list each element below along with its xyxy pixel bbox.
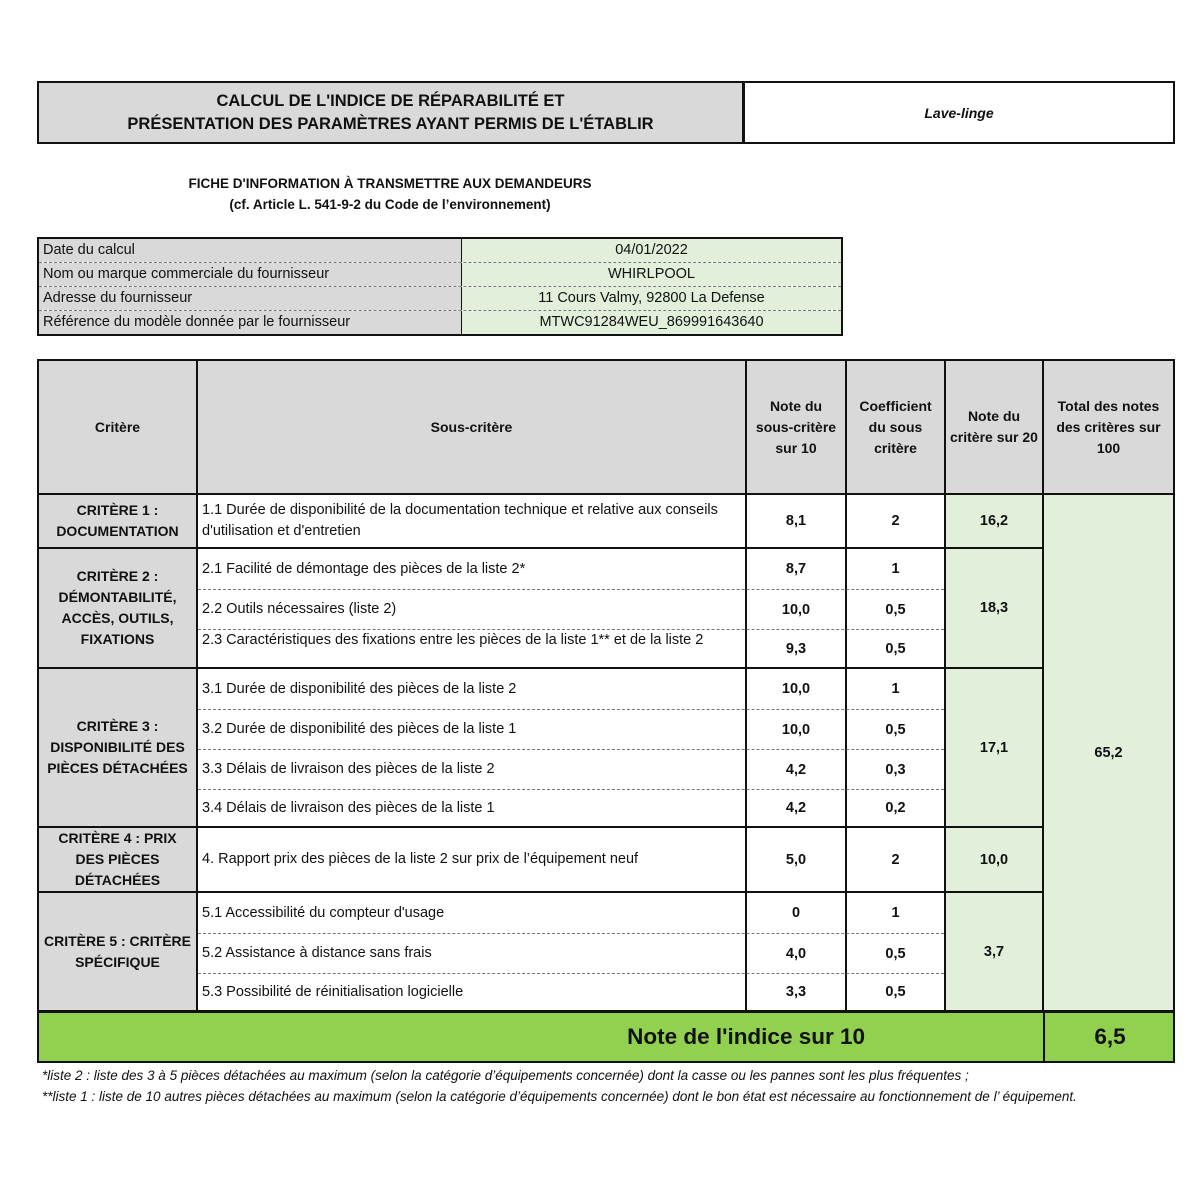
coef-3-4: 0,2 xyxy=(847,790,944,826)
subtitle-line-1: FICHE D'INFORMATION À TRANSMETTRE AUX DEMANDEURS xyxy=(188,176,592,191)
sous-critere-4: 4. Rapport prix des pièces de la liste 2 sur prix de l’équipement neuf xyxy=(198,828,745,891)
info-row xyxy=(39,311,841,334)
sous-critere-3-4: 3.4 Délais de livraison des pièces de la liste 1 xyxy=(198,790,745,826)
info-label: Adresse du fournisseur xyxy=(39,287,462,310)
subtitle xyxy=(100,173,680,215)
row-separator xyxy=(198,789,944,790)
sous-critere-5-1: 5.1 Accessibilité du compteur d'usage xyxy=(198,893,745,933)
info-row xyxy=(39,239,841,263)
coef-2-2: 0,5 xyxy=(847,590,944,629)
note-critere-1: 16,2 xyxy=(946,495,1042,547)
coef-2-1: 1 xyxy=(847,549,944,589)
coef-3-2: 0,5 xyxy=(847,710,944,749)
note-3-4: 4,2 xyxy=(747,790,845,826)
note-2-3: 9,3 xyxy=(747,630,845,667)
final-score-row xyxy=(37,1011,1175,1063)
header-critere: Critère xyxy=(39,361,196,493)
coef-3-3: 0,3 xyxy=(847,750,944,789)
note-critere-4: 10,0 xyxy=(946,828,1042,891)
footnote-liste-1: **liste 1 : liste de 10 autres pièces détachées au maximum (selon la catégorie d’équipements concernée) dont le bon état est nécessaire au fonctionnement de l’ équipement. xyxy=(42,1088,1077,1104)
coef-5-1: 1 xyxy=(847,893,944,933)
repairability-table xyxy=(37,359,1175,1012)
critere-1: CRITÈRE 1 : DOCUMENTATION xyxy=(39,495,196,547)
sous-critere-2-3: 2.3 Caractéristiques des fixations entre les pièces de la liste 1** et de la liste 2 xyxy=(198,630,745,667)
sous-critere-2-2: 2.2 Outils nécessaires (liste 2) xyxy=(198,590,745,629)
sous-critere-3-1: 3.1 Durée de disponibilité des pièces de la liste 2 xyxy=(198,669,745,709)
note-4: 5,0 xyxy=(747,828,845,891)
sous-critere-5-2: 5.2 Assistance à distance sans frais xyxy=(198,934,745,973)
critere-4: CRITÈRE 4 : PRIX DES PIÈCES DÉTACHÉES xyxy=(39,828,196,891)
grid-line xyxy=(39,493,1173,495)
grid-line xyxy=(845,361,847,1010)
header-sous-critere: Sous-critère xyxy=(198,361,745,493)
header-note-sous-critere: Note du sous-critère sur 10 xyxy=(747,361,845,493)
info-row xyxy=(39,263,841,287)
grid-line xyxy=(196,361,198,1010)
row-separator xyxy=(198,973,944,974)
header-total: Total des notes des critères sur 100 xyxy=(1044,361,1173,493)
grid-line xyxy=(39,547,1042,549)
note-critere-3: 17,1 xyxy=(946,669,1042,826)
note-5-3: 3,3 xyxy=(747,974,845,1010)
sous-critere-3-3: 3.3 Délais de livraison des pièces de la liste 2 xyxy=(198,750,745,789)
coef-2-3: 0,5 xyxy=(847,630,944,667)
footnotes xyxy=(42,1066,1172,1107)
product-type: Lave-linge xyxy=(743,81,1175,144)
row-separator xyxy=(198,749,944,750)
note-critere-2: 18,3 xyxy=(946,549,1042,667)
final-score-value: 6,5 xyxy=(1043,1013,1175,1061)
grid-line xyxy=(1042,361,1044,1010)
sous-critere-5-3: 5.3 Possibilité de réinitialisation logicielle xyxy=(198,974,745,1010)
coef-5-3: 0,5 xyxy=(847,974,944,1010)
grid-line xyxy=(39,667,1042,669)
note-3-2: 10,0 xyxy=(747,710,845,749)
critere-5: CRITÈRE 5 : CRITÈRE SPÉCIFIQUE xyxy=(39,893,196,1010)
info-label: Référence du modèle donnée par le fournisseur xyxy=(39,311,462,334)
sous-critere-2-1: 2.1 Facilité de démontage des pièces de la liste 2* xyxy=(198,549,745,589)
row-separator xyxy=(198,629,944,630)
note-1-1: 8,1 xyxy=(747,495,845,547)
header-coefficient: Coefficient du sous critère xyxy=(847,361,944,493)
info-value: 11 Cours Valmy, 92800 La Defense xyxy=(462,287,841,310)
grid-line xyxy=(745,361,747,1010)
coef-4: 2 xyxy=(847,828,944,891)
note-critere-5: 3,7 xyxy=(946,893,1042,1010)
critere-2: CRITÈRE 2 : DÉMONTABILITÉ, ACCÈS, OUTILS, FIXATIONS xyxy=(39,549,196,667)
title-line-1: CALCUL DE L'INDICE DE RÉPARABILITÉ ET xyxy=(216,91,565,110)
footnote-liste-2: *liste 2 : liste des 3 à 5 pièces détachées au maximum (selon la catégorie d’équipements concernée) dont la casse ou les pannes sont les plus fréquentes ; xyxy=(42,1068,969,1083)
grid-line xyxy=(39,891,1042,893)
row-separator xyxy=(198,709,944,710)
row-separator xyxy=(198,589,944,590)
supplier-info-table xyxy=(37,237,843,336)
info-value: WHIRLPOOL xyxy=(462,263,841,286)
total-notes: 65,2 xyxy=(1044,495,1173,1010)
title-line-2: PRÉSENTATION DES PARAMÈTRES AYANT PERMIS DE L'ÉTABLIR xyxy=(127,114,654,133)
coef-5-2: 0,5 xyxy=(847,934,944,973)
coef-3-1: 1 xyxy=(847,669,944,709)
row-separator xyxy=(198,933,944,934)
coef-1-1: 2 xyxy=(847,495,944,547)
header-note-critere: Note du critère sur 20 xyxy=(946,361,1042,493)
document-title xyxy=(37,81,744,144)
note-3-3: 4,2 xyxy=(747,750,845,789)
grid-line xyxy=(39,826,1042,828)
note-5-2: 4,0 xyxy=(747,934,845,973)
info-row xyxy=(39,287,841,311)
info-value: 04/01/2022 xyxy=(462,239,841,262)
critere-3: CRITÈRE 3 : DISPONIBILITÉ DES PIÈCES DÉTACHÉES xyxy=(39,669,196,826)
grid-line xyxy=(944,361,946,1010)
note-2-2: 10,0 xyxy=(747,590,845,629)
note-3-1: 10,0 xyxy=(747,669,845,709)
final-score-label: Note de l'indice sur 10 xyxy=(627,1024,865,1049)
note-5-1: 0 xyxy=(747,893,845,933)
subtitle-line-2: (cf. Article L. 541-9-2 du Code de l’environnement) xyxy=(229,197,551,212)
note-2-1: 8,7 xyxy=(747,549,845,589)
info-label: Nom ou marque commerciale du fournisseur xyxy=(39,263,462,286)
info-label: Date du calcul xyxy=(39,239,462,262)
sous-critere-3-2: 3.2 Durée de disponibilité des pièces de la liste 1 xyxy=(198,710,745,749)
info-value: MTWC91284WEU_869991643640 xyxy=(462,311,841,334)
sous-critere-1-1: 1.1 Durée de disponibilité de la documentation technique et relative aux conseils d'utilisation et d'entretien xyxy=(198,495,745,547)
